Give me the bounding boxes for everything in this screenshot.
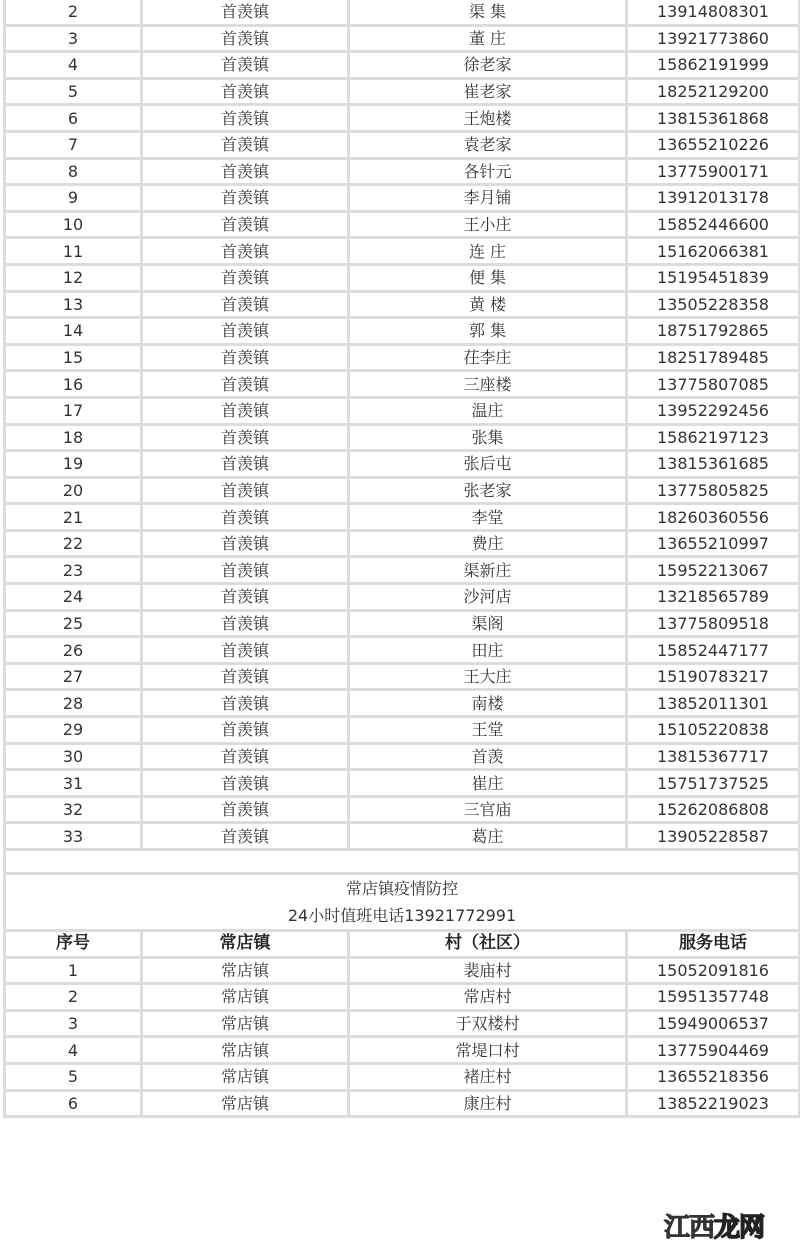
row-phone: 15852446600 [627, 211, 800, 238]
row-phone: 13655218356 [627, 1063, 800, 1090]
row-town: 首羡镇 [142, 105, 349, 132]
row-index: 8 [5, 158, 142, 185]
header-index: 序号 [5, 931, 142, 958]
row-village: 郭 集 [349, 318, 627, 345]
row-index: 10 [5, 211, 142, 238]
row-village: 渠新庄 [349, 557, 627, 584]
row-index: 2 [5, 0, 142, 25]
row-phone: 13775900171 [627, 158, 800, 185]
table-row [5, 743, 800, 770]
contact-table [3, 0, 800, 1118]
row-town: 首羡镇 [142, 796, 349, 823]
row-phone: 13775805825 [627, 477, 800, 504]
row-index: 28 [5, 690, 142, 717]
row-phone: 13852011301 [627, 690, 800, 717]
row-phone: 13775904469 [627, 1037, 800, 1064]
row-index: 18 [5, 424, 142, 451]
row-phone: 13815361868 [627, 105, 800, 132]
row-village: 康庄村 [349, 1090, 627, 1117]
row-village: 葛庄 [349, 823, 627, 850]
row-village: 南楼 [349, 690, 627, 717]
header-row [5, 931, 800, 958]
row-phone: 18751792865 [627, 318, 800, 345]
table-row [5, 397, 800, 424]
row-index: 3 [5, 25, 142, 52]
row-town: 常店镇 [142, 1010, 349, 1037]
row-town: 首羡镇 [142, 371, 349, 398]
row-phone: 13775807085 [627, 371, 800, 398]
row-town: 首羡镇 [142, 264, 349, 291]
row-village: 褚庄村 [349, 1063, 627, 1090]
row-village: 王炮楼 [349, 105, 627, 132]
row-index: 17 [5, 397, 142, 424]
watermark-logo: 江西龙网 [664, 1213, 765, 1243]
section2-body [5, 957, 800, 1117]
row-town: 首羡镇 [142, 185, 349, 212]
row-index: 9 [5, 185, 142, 212]
table-row [5, 690, 800, 717]
row-phone: 15951357748 [627, 984, 800, 1011]
row-index: 22 [5, 530, 142, 557]
table-row [5, 717, 800, 744]
row-village: 黄 楼 [349, 291, 627, 318]
row-index: 32 [5, 796, 142, 823]
row-phone: 15162066381 [627, 238, 800, 265]
table-row [5, 131, 800, 158]
table-row [5, 318, 800, 345]
row-village: 董 庄 [349, 25, 627, 52]
row-village: 渠 集 [349, 0, 627, 25]
row-index: 21 [5, 504, 142, 531]
header-town: 常店镇 [142, 931, 349, 958]
row-phone: 15952213067 [627, 557, 800, 584]
row-village: 张后屯 [349, 451, 627, 478]
row-town: 常店镇 [142, 1090, 349, 1117]
row-index: 13 [5, 291, 142, 318]
row-town: 首羡镇 [142, 557, 349, 584]
table-row [5, 158, 800, 185]
row-phone: 15862191999 [627, 52, 800, 79]
header-village: 村（社区） [349, 931, 627, 958]
table-row [5, 770, 800, 797]
section-title-row [5, 874, 800, 931]
row-phone: 15852447177 [627, 637, 800, 664]
row-town: 首羡镇 [142, 0, 349, 25]
row-village: 崔老家 [349, 78, 627, 105]
row-phone: 13505228358 [627, 291, 800, 318]
table-row [5, 451, 800, 478]
row-index: 5 [5, 1063, 142, 1090]
table-row [5, 1010, 800, 1037]
row-town: 首羡镇 [142, 424, 349, 451]
section2-heading [5, 850, 800, 958]
row-village: 常店村 [349, 984, 627, 1011]
row-town: 首羡镇 [142, 504, 349, 531]
row-village: 常堤口村 [349, 1037, 627, 1064]
row-phone: 18252129200 [627, 78, 800, 105]
row-town: 首羡镇 [142, 318, 349, 345]
row-index: 29 [5, 717, 142, 744]
row-index: 2 [5, 984, 142, 1011]
table-row [5, 1063, 800, 1090]
row-town: 首羡镇 [142, 291, 349, 318]
row-phone: 15190783217 [627, 663, 800, 690]
table-row [5, 105, 800, 132]
row-phone: 13655210226 [627, 131, 800, 158]
row-town: 常店镇 [142, 1037, 349, 1064]
row-index: 3 [5, 1010, 142, 1037]
row-phone: 13218565789 [627, 584, 800, 611]
row-village: 张集 [349, 424, 627, 451]
row-village: 王小庄 [349, 211, 627, 238]
row-phone: 13815367717 [627, 743, 800, 770]
row-index: 12 [5, 264, 142, 291]
row-town: 首羡镇 [142, 397, 349, 424]
row-village: 首羡 [349, 743, 627, 770]
row-index: 4 [5, 52, 142, 79]
row-town: 首羡镇 [142, 477, 349, 504]
table-row [5, 823, 800, 850]
row-village: 便 集 [349, 264, 627, 291]
section-title: 常店镇疫情防控 [345, 879, 458, 898]
row-index: 20 [5, 477, 142, 504]
table-row [5, 371, 800, 398]
table-row [5, 796, 800, 823]
row-town: 首羡镇 [142, 131, 349, 158]
table-row [5, 291, 800, 318]
table-row [5, 584, 800, 611]
row-phone: 18251789485 [627, 344, 800, 371]
row-index: 27 [5, 663, 142, 690]
row-phone: 15105220838 [627, 717, 800, 744]
table-row [5, 610, 800, 637]
table-row [5, 663, 800, 690]
row-town: 首羡镇 [142, 690, 349, 717]
row-phone: 13921773860 [627, 25, 800, 52]
row-town: 首羡镇 [142, 158, 349, 185]
row-town: 首羡镇 [142, 344, 349, 371]
row-village: 温庄 [349, 397, 627, 424]
row-index: 31 [5, 770, 142, 797]
section1-body [5, 0, 800, 850]
row-index: 26 [5, 637, 142, 664]
row-village: 李堂 [349, 504, 627, 531]
row-index: 6 [5, 105, 142, 132]
row-phone: 15195451839 [627, 264, 800, 291]
row-village: 袁老家 [349, 131, 627, 158]
row-town: 首羡镇 [142, 25, 349, 52]
table-row [5, 957, 800, 984]
row-phone: 13655210997 [627, 530, 800, 557]
row-phone: 13952292456 [627, 397, 800, 424]
blank-cell [5, 850, 800, 874]
row-town: 常店镇 [142, 957, 349, 984]
row-index: 1 [5, 957, 142, 984]
row-phone: 15052091816 [627, 957, 800, 984]
row-phone: 13914808301 [627, 0, 800, 25]
table-row [5, 25, 800, 52]
table-row [5, 477, 800, 504]
row-phone: 13905228587 [627, 823, 800, 850]
row-phone: 18260360556 [627, 504, 800, 531]
row-phone: 15751737525 [627, 770, 800, 797]
table-row [5, 637, 800, 664]
row-index: 11 [5, 238, 142, 265]
row-index: 5 [5, 78, 142, 105]
row-index: 6 [5, 1090, 142, 1117]
row-town: 首羡镇 [142, 52, 349, 79]
row-village: 连 庄 [349, 238, 627, 265]
row-village: 三座楼 [349, 371, 627, 398]
table-row [5, 211, 800, 238]
row-village: 王大庄 [349, 663, 627, 690]
row-village: 裴庙村 [349, 957, 627, 984]
row-town: 首羡镇 [142, 610, 349, 637]
row-village: 茌李庄 [349, 344, 627, 371]
row-index: 25 [5, 610, 142, 637]
row-town: 首羡镇 [142, 743, 349, 770]
row-village: 徐老家 [349, 52, 627, 79]
table-row [5, 238, 800, 265]
row-town: 首羡镇 [142, 717, 349, 744]
row-town: 首羡镇 [142, 238, 349, 265]
row-town: 首羡镇 [142, 451, 349, 478]
row-phone: 15862197123 [627, 424, 800, 451]
row-index: 30 [5, 743, 142, 770]
row-town: 首羡镇 [142, 211, 349, 238]
header-phone: 服务电话 [627, 931, 800, 958]
table-row [5, 344, 800, 371]
row-town: 首羡镇 [142, 584, 349, 611]
table-row [5, 504, 800, 531]
row-village: 各针元 [349, 158, 627, 185]
row-town: 首羡镇 [142, 530, 349, 557]
blank-row [5, 850, 800, 874]
row-village: 渠阁 [349, 610, 627, 637]
row-index: 4 [5, 1037, 142, 1064]
row-village: 李月铺 [349, 185, 627, 212]
row-village: 费庄 [349, 530, 627, 557]
row-index: 14 [5, 318, 142, 345]
table-row [5, 984, 800, 1011]
table-row [5, 78, 800, 105]
table-row [5, 557, 800, 584]
row-town: 常店镇 [142, 1063, 349, 1090]
row-village: 张老家 [349, 477, 627, 504]
row-town: 首羡镇 [142, 637, 349, 664]
row-town: 首羡镇 [142, 823, 349, 850]
row-phone: 15262086808 [627, 796, 800, 823]
row-phone: 13912013178 [627, 185, 800, 212]
row-phone: 15949006537 [627, 1010, 800, 1037]
row-index: 33 [5, 823, 142, 850]
table-row [5, 1090, 800, 1117]
row-index: 24 [5, 584, 142, 611]
row-village: 崔庄 [349, 770, 627, 797]
row-index: 7 [5, 131, 142, 158]
section-hotline: 24小时值班电话13921772991 [287, 906, 517, 925]
row-index: 23 [5, 557, 142, 584]
row-index: 15 [5, 344, 142, 371]
table-row [5, 530, 800, 557]
row-village: 王堂 [349, 717, 627, 744]
row-phone: 13775809518 [627, 610, 800, 637]
row-village: 沙河店 [349, 584, 627, 611]
row-index: 19 [5, 451, 142, 478]
row-town: 首羡镇 [142, 663, 349, 690]
section-title-cell [5, 874, 800, 931]
row-town: 常店镇 [142, 984, 349, 1011]
row-town: 首羡镇 [142, 78, 349, 105]
row-town: 首羡镇 [142, 770, 349, 797]
table-row [5, 0, 800, 25]
row-phone: 13852219023 [627, 1090, 800, 1117]
row-phone: 13815361685 [627, 451, 800, 478]
table-row [5, 424, 800, 451]
row-index: 16 [5, 371, 142, 398]
table-row [5, 52, 800, 79]
row-village: 田庄 [349, 637, 627, 664]
row-village: 于双楼村 [349, 1010, 627, 1037]
table-row [5, 1037, 800, 1064]
table-row [5, 185, 800, 212]
table-row [5, 264, 800, 291]
row-village: 三官庙 [349, 796, 627, 823]
